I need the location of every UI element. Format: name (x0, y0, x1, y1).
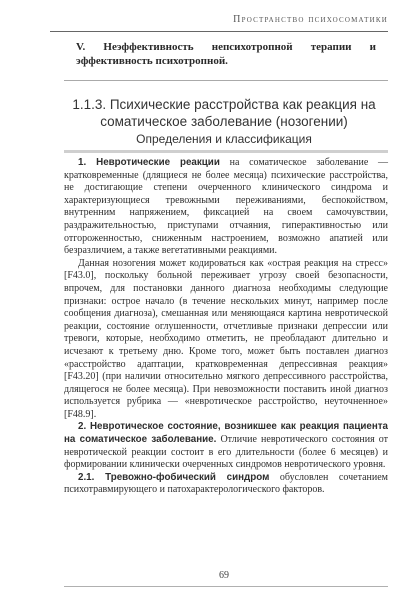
term-neurotic-state: 2. Невротическое состояние, возникшее как реакция пациента на соматическое заболевание. (64, 421, 388, 446)
paragraph-4-text: обусловлен сочетанием психотравмирующего и патохарактерологического факторов. (64, 471, 388, 496)
body-text (64, 157, 388, 497)
subsection-title: 1.1.3. Психические расстройства как реакция на соматическое заболевание (нозогении) (72, 97, 376, 129)
term-anxiety-phobic: 2.1. Тревожно-фобический синдром (78, 471, 270, 483)
footer-rule (64, 586, 388, 587)
section-v-text: V. Неэффективность непсихотропной терапии и эффективность психотропной. (76, 41, 376, 67)
header-rule (50, 31, 388, 32)
section-divider (64, 80, 388, 81)
running-head: Пространство психосоматики (233, 14, 388, 25)
paragraph-neurotic-state (64, 421, 388, 471)
term-neurotic-reactions: 1. Невротические реакции (78, 157, 220, 168)
paragraph-neurotic-reactions (64, 157, 388, 258)
paragraph-coding: Данная нозогения может кодироваться как «острая реакция на стресс» [F43.0], поскольку больной переживает угрозу своей безопасности, впрочем, для постановки данного диагноза необходимы следующие признаки: острое начало (в течение нескольких минут, например после сообщения диагноза), смешанная или меняющаяся картина невротической реакции, состояние оглушенности, отчетливые признаки депрессии или тревоги, которые, необходимо отметить, не преобладают длительно и исчезают к третьему дню. Кроме того, может быть поставлен диагноз «расстройство адаптации, кратковременная депрессивная реакция» [F43.20] (при наличии относительно мягкого депрессивного расстройства, длящегося не более месяца). При невозможности поставить иной диагноз используется рубрика — «невротическое расстройство, неуточненное» [F48.9]. (64, 257, 388, 420)
heading-divider (64, 150, 388, 153)
definitions-heading: Определения и классификация (136, 132, 312, 146)
paragraph-3-text: Отличие невротического состояния от невротической реакции состоит в его длительности (более 6 месяцев) и формировании клинически очерченных синдромов невротического уровня. (64, 434, 389, 471)
paragraph-anxiety-phobic (64, 472, 388, 497)
page-number: 69 (219, 570, 229, 581)
paragraph-1-text: на соматическое заболевание — кратковременные (длящиеся не более месяца) психические расстройства, не достигающие степени очерченного клинического синдрома и характеризующиеся тревожными переживаниями, беспокойством, внутренним напряжением, фиксацией на своем самочувствии, раздражительностью, приступами отчаяния, гиперактивностью или отгороженностью, сниженным настроением, возможно апатией или безразличием, а также вегетативными реакциями. (64, 157, 388, 257)
